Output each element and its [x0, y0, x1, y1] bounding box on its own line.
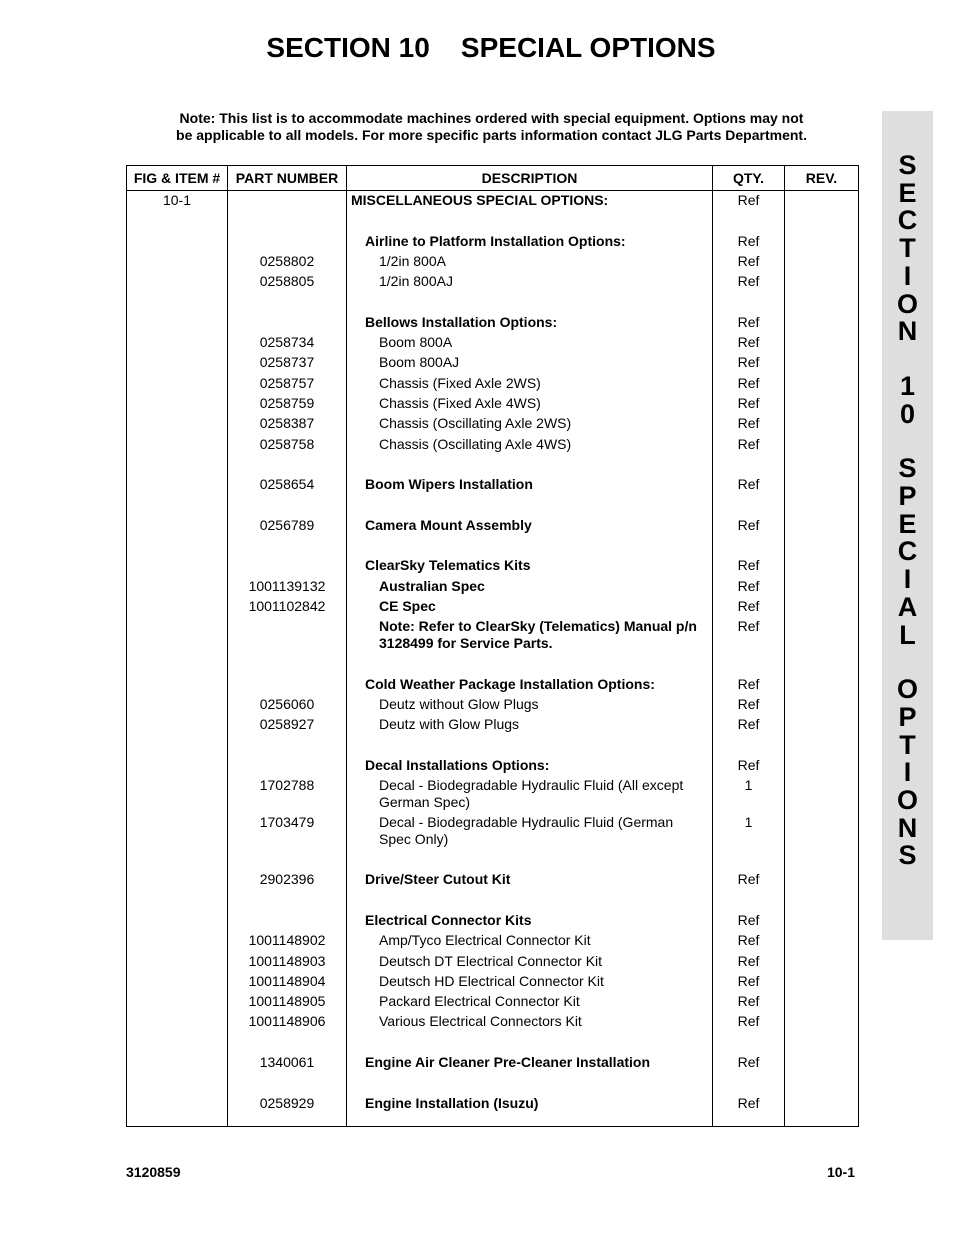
description-cell: Chassis (Oscillating Axle 2WS)	[379, 415, 572, 432]
fig-item-cell	[127, 435, 227, 455]
part-number-cell: 0258802	[259, 252, 315, 269]
qty-cell: Ref	[737, 952, 760, 969]
row-spacer	[228, 536, 346, 556]
qty-cell: Ref	[737, 577, 760, 594]
table-bottom-spacer	[785, 1114, 858, 1126]
rev-cell	[785, 695, 858, 715]
fig-item-cell	[127, 556, 227, 576]
row-spacer	[127, 891, 227, 911]
description-cell: 1/2in 800A	[379, 252, 446, 269]
page-number: 10-1	[826, 1164, 855, 1180]
rev-cell	[785, 1012, 858, 1032]
description-cell: Bellows Installation Options:	[365, 313, 558, 330]
rev-cell	[785, 597, 858, 617]
description-cell: Chassis (Oscillating Axle 4WS)	[379, 435, 572, 452]
rev-cell	[785, 972, 858, 992]
description-cell: Deutz without Glow Plugs	[379, 695, 539, 712]
row-spacer	[713, 1033, 784, 1053]
part-number-cell	[228, 232, 346, 252]
qty-cell: Ref	[737, 675, 760, 692]
row-spacer	[228, 850, 346, 870]
intro-note-line-2: be applicable to all models. For more specific parts information contact JLG Parts Department.	[176, 127, 807, 143]
description-cell: Chassis (Fixed Axle 4WS)	[379, 394, 541, 411]
row-spacer	[713, 455, 784, 475]
fig-item-cell	[127, 313, 227, 333]
rev-cell	[785, 475, 858, 495]
fig-item-cell	[127, 992, 227, 1012]
description-cell: Electrical Connector Kits	[365, 911, 532, 928]
rev-cell	[785, 675, 858, 695]
description-cell: Engine Installation (Isuzu)	[365, 1094, 539, 1111]
description-cell: CE Spec	[379, 597, 436, 614]
row-spacer	[785, 1073, 858, 1093]
description-cell: Amp/Tyco Electrical Connector Kit	[379, 932, 591, 949]
rev-cell	[785, 516, 858, 536]
rev-cell	[785, 715, 858, 735]
qty-cell: Ref	[737, 252, 760, 269]
table-body-row	[127, 191, 859, 1127]
rev-cell	[785, 374, 858, 394]
row-spacer	[127, 1073, 227, 1093]
header-rev: REV.	[785, 166, 859, 191]
part-number-cell	[228, 191, 346, 211]
part-number-cell: 0258927	[259, 716, 315, 733]
row-spacer	[347, 455, 712, 475]
rev-cell	[785, 952, 858, 972]
description-cell: Deutz with Glow Plugs	[379, 716, 520, 733]
header-description: DESCRIPTION	[347, 166, 713, 191]
side-tab-letter: S	[898, 150, 917, 180]
side-tab-letter: 1	[899, 370, 916, 401]
description-cell: Airline to Platform Installation Options:	[365, 232, 626, 249]
part-number-cell	[228, 675, 346, 695]
qty-cell: Ref	[737, 756, 760, 773]
rev-cell	[785, 556, 858, 576]
part-number-cell	[228, 617, 346, 654]
part-number-cell: 1702788	[259, 777, 315, 794]
fig-item-cell	[127, 516, 227, 536]
row-spacer	[347, 654, 712, 674]
part-number-cell: 1001148902	[248, 932, 326, 949]
fig-item-cell	[127, 1094, 227, 1114]
page-title: SECTION 10 SPECIAL OPTIONS	[266, 32, 716, 63]
fig-item-cell	[127, 232, 227, 252]
part-number-cell	[228, 313, 346, 333]
description-cell: Decal - Biodegradable Hydraulic Fluid (All except German Spec)	[379, 777, 684, 811]
rev-cell	[785, 911, 858, 931]
row-spacer	[127, 1033, 227, 1053]
qty-cell: Ref	[737, 435, 760, 452]
side-tab-letter: I	[903, 564, 912, 595]
row-spacer	[785, 891, 858, 911]
side-tab-letter: S	[898, 453, 917, 484]
header-fig-item: FIG & ITEM #	[127, 166, 228, 191]
side-tab-letter: I	[903, 757, 912, 788]
part-number-cell: 0258805	[259, 273, 315, 290]
table-bottom-spacer	[127, 1114, 227, 1126]
qty-cell: Ref	[737, 932, 760, 949]
row-spacer	[713, 654, 784, 674]
row-spacer	[127, 292, 227, 312]
side-tab-letter: L	[899, 619, 916, 650]
description-cell: Boom Wipers Installation	[365, 476, 533, 493]
fig-item-cell	[127, 1012, 227, 1032]
part-number-cell: 1001148903	[248, 952, 326, 969]
row-spacer	[713, 495, 784, 515]
part-number-cell	[228, 556, 346, 576]
description-cell: Engine Air Cleaner Pre-Cleaner Installation	[365, 1053, 651, 1070]
rev-cell	[785, 776, 858, 813]
row-spacer	[785, 1033, 858, 1053]
side-tab-letter: P	[898, 701, 917, 732]
side-tab-letter: C	[897, 536, 918, 567]
row-spacer	[127, 455, 227, 475]
description-column	[347, 191, 713, 1127]
rev-cell	[785, 870, 858, 890]
description-cell: ClearSky Telematics Kits	[365, 557, 531, 574]
qty-cell: Ref	[737, 354, 760, 371]
row-spacer	[127, 536, 227, 556]
rev-cell	[785, 992, 858, 1012]
part-number-cell: 1001148904	[248, 972, 326, 989]
row-spacer	[228, 211, 346, 231]
part-number-cell: 0256060	[259, 695, 315, 712]
intro-note	[126, 110, 857, 144]
row-spacer	[347, 536, 712, 556]
side-tab-letter: T	[899, 233, 916, 264]
row-spacer	[347, 891, 712, 911]
part-number-cell: 1001148906	[248, 1013, 326, 1030]
row-spacer	[785, 654, 858, 674]
rev-cell	[785, 313, 858, 333]
part-number-cell: 1703479	[259, 814, 315, 831]
row-spacer	[713, 1073, 784, 1093]
description-cell: Drive/Steer Cutout Kit	[365, 871, 511, 888]
description-cell: Boom 800A	[379, 334, 453, 351]
row-spacer	[347, 495, 712, 515]
row-spacer	[228, 495, 346, 515]
row-spacer	[228, 455, 346, 475]
part-number-cell	[228, 756, 346, 776]
qty-cell: Ref	[737, 313, 760, 330]
description-cell: MISCELLANEOUS SPECIAL OPTIONS:	[351, 192, 609, 208]
fig-item-cell	[127, 931, 227, 951]
qty-cell: 1	[744, 814, 753, 831]
qty-cell: Ref	[737, 716, 760, 733]
rev-cell	[785, 232, 858, 252]
part-number-cell: 0256789	[259, 516, 315, 533]
side-tab-letter: N	[897, 812, 918, 843]
section-side-tab	[882, 111, 933, 940]
qty-cell: Ref	[737, 993, 760, 1010]
description-cell: Note: Refer to ClearSky (Telematics) Manual p/n 3128499 for Service Parts.	[379, 618, 697, 652]
part-number-cell: 0258929	[259, 1094, 315, 1111]
qty-cell: Ref	[737, 618, 760, 635]
row-spacer	[785, 495, 858, 515]
description-cell: Packard Electrical Connector Kit	[379, 993, 580, 1010]
side-tab-letter: I	[903, 260, 912, 291]
row-spacer	[785, 292, 858, 312]
description-cell: Chassis (Fixed Axle 2WS)	[379, 374, 541, 391]
part-number-cell: 0258387	[259, 415, 315, 432]
fig-item-cell	[127, 414, 227, 434]
qty-cell: Ref	[737, 871, 760, 888]
description-cell: Deutsch HD Electrical Connector Kit	[379, 972, 604, 989]
row-spacer	[713, 211, 784, 231]
qty-cell: Ref	[737, 334, 760, 351]
rev-cell	[785, 813, 858, 850]
part-number-cell: 1001102842	[248, 597, 326, 614]
row-spacer	[347, 1073, 712, 1093]
rev-cell	[785, 414, 858, 434]
header-part-number: PART NUMBER	[228, 166, 347, 191]
side-tab-letter: O	[896, 288, 918, 319]
part-number-cell: 0258734	[259, 334, 315, 351]
fig-item-cell	[127, 870, 227, 890]
part-number-cell: 0258757	[259, 374, 315, 391]
rev-cell	[785, 333, 858, 353]
part-number-cell: 1001148905	[248, 993, 326, 1010]
row-spacer	[713, 536, 784, 556]
qty-cell: Ref	[737, 695, 760, 712]
fig-item-cell	[127, 675, 227, 695]
rev-cell	[785, 353, 858, 373]
fig-item-cell	[127, 972, 227, 992]
description-cell: 1/2in 800AJ	[379, 273, 453, 290]
fig-item-cell	[127, 617, 227, 654]
qty-cell: Ref	[737, 394, 760, 411]
table-bottom-spacer	[347, 1114, 712, 1126]
side-tab-letter: N	[897, 316, 918, 347]
row-spacer	[228, 735, 346, 755]
rev-cell	[785, 577, 858, 597]
part-number-cell: 0258758	[259, 435, 315, 452]
rev-cell	[785, 1094, 858, 1114]
part-number-cell: 2902396	[259, 871, 315, 888]
table-header-row	[127, 166, 859, 191]
row-spacer	[785, 536, 858, 556]
part-number-cell: 0258759	[259, 394, 315, 411]
part-number-cell	[228, 911, 346, 931]
row-spacer	[228, 891, 346, 911]
qty-cell: Ref	[737, 557, 760, 574]
rev-cell	[785, 435, 858, 455]
description-cell: Australian Spec	[379, 577, 485, 594]
fig-item-cell	[127, 597, 227, 617]
rev-cell	[785, 252, 858, 272]
qty-cell: Ref	[737, 1053, 760, 1070]
row-spacer	[713, 292, 784, 312]
qty-cell: Ref	[737, 911, 760, 928]
side-tab-letter: P	[898, 481, 917, 511]
part-number-cell: 0258737	[259, 354, 315, 371]
qty-cell: 1	[744, 777, 753, 794]
row-spacer	[228, 292, 346, 312]
qty-cell: Ref	[737, 1094, 760, 1111]
row-spacer	[713, 850, 784, 870]
qty-cell: Ref	[737, 415, 760, 432]
fig-item-cell	[127, 475, 227, 495]
row-spacer	[713, 891, 784, 911]
table-bottom-spacer	[228, 1114, 346, 1126]
side-tab-letter: 0	[899, 398, 916, 429]
header-qty: QTY.	[713, 166, 785, 191]
description-cell: Decal - Biodegradable Hydraulic Fluid (German Spec Only)	[379, 814, 674, 848]
document-number: 3120859	[126, 1164, 181, 1180]
part-number-cell: 1001139132	[248, 577, 326, 594]
rev-cell	[785, 191, 858, 211]
row-spacer	[127, 735, 227, 755]
row-spacer	[347, 211, 712, 231]
fig-item-cell	[127, 952, 227, 972]
row-spacer	[347, 1033, 712, 1053]
row-spacer	[785, 455, 858, 475]
fig-item-cell	[127, 911, 227, 931]
side-tab-letter: O	[896, 674, 918, 705]
qty-cell: Ref	[737, 972, 760, 989]
description-cell: Decal Installations Options:	[365, 756, 550, 773]
row-spacer	[785, 850, 858, 870]
fig-item-cell	[127, 756, 227, 776]
side-tab-letter: E	[898, 177, 917, 208]
fig-column	[127, 191, 228, 1127]
row-spacer	[347, 735, 712, 755]
rev-cell	[785, 394, 858, 414]
fig-item-cell	[127, 695, 227, 715]
fig-item-cell	[127, 374, 227, 394]
fig-item-cell	[127, 577, 227, 597]
description-cell: Camera Mount Assembly	[365, 516, 532, 533]
qty-column	[713, 191, 785, 1127]
fig-item-cell	[127, 1053, 227, 1073]
row-spacer	[713, 735, 784, 755]
intro-note-line-1: Note: This list is to accommodate machines ordered with special equipment. Options may not	[179, 110, 804, 126]
row-spacer	[127, 654, 227, 674]
description-cell: Boom 800AJ	[379, 354, 460, 371]
side-tab-letter: T	[899, 729, 916, 760]
side-tab-letter: C	[897, 205, 918, 236]
side-tab-letter: E	[898, 508, 917, 539]
description-cell: Deutsch DT Electrical Connector Kit	[379, 952, 603, 969]
part-number-column	[228, 191, 347, 1127]
row-spacer	[347, 850, 712, 870]
rev-cell	[785, 756, 858, 776]
parts-table	[126, 165, 859, 1127]
qty-cell: Ref	[737, 192, 760, 208]
fig-item-cell	[127, 272, 227, 292]
qty-cell: Ref	[737, 476, 760, 493]
fig-item-cell	[127, 813, 227, 850]
side-tab-letter: O	[896, 785, 918, 815]
side-tab-letter: A	[897, 591, 918, 622]
fig-item-cell	[127, 252, 227, 272]
fig-item-cell	[127, 353, 227, 373]
qty-cell: Ref	[737, 232, 760, 249]
fig-item-cell	[127, 333, 227, 353]
side-tab-letter: S	[898, 840, 917, 871]
rev-column	[785, 191, 859, 1127]
description-cell: Cold Weather Package Installation Options:	[365, 675, 655, 692]
row-spacer	[785, 735, 858, 755]
row-spacer	[347, 292, 712, 312]
row-spacer	[228, 1033, 346, 1053]
part-number-cell: 1340061	[259, 1053, 315, 1070]
qty-cell: Ref	[737, 516, 760, 533]
row-spacer	[127, 495, 227, 515]
row-spacer	[127, 211, 227, 231]
row-spacer	[228, 654, 346, 674]
row-spacer	[127, 850, 227, 870]
row-spacer	[228, 1073, 346, 1093]
part-number-cell: 0258654	[259, 476, 315, 493]
fig-item-cell	[127, 715, 227, 735]
fig-item-cell: 10-1	[162, 192, 192, 208]
qty-cell: Ref	[737, 374, 760, 391]
rev-cell	[785, 617, 858, 654]
qty-cell: Ref	[737, 273, 760, 290]
fig-item-cell	[127, 776, 227, 813]
rev-cell	[785, 1053, 858, 1073]
qty-cell: Ref	[737, 1013, 760, 1030]
table-bottom-spacer	[713, 1114, 784, 1126]
fig-item-cell	[127, 394, 227, 414]
rev-cell	[785, 272, 858, 292]
row-spacer	[785, 211, 858, 231]
rev-cell	[785, 931, 858, 951]
description-cell: Various Electrical Connectors Kit	[379, 1013, 582, 1030]
qty-cell: Ref	[737, 597, 760, 614]
